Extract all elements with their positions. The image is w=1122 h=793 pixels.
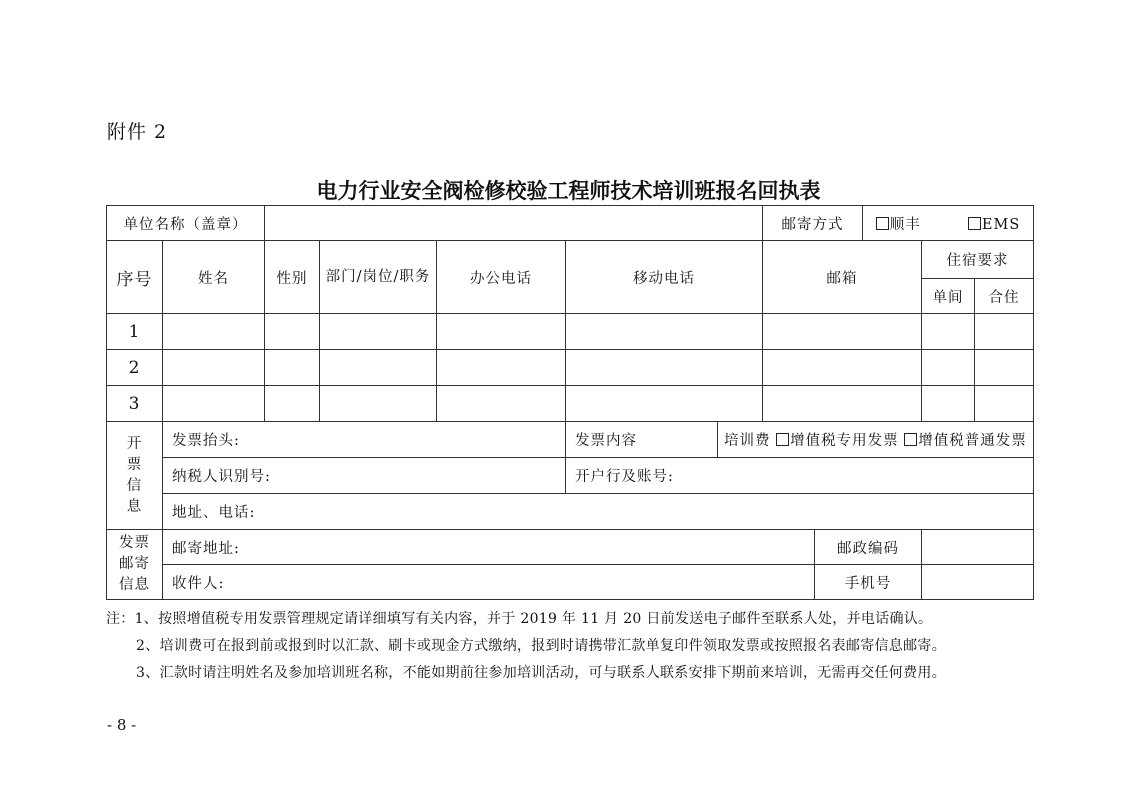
mobile-field[interactable] (922, 565, 1034, 600)
header-row (107, 241, 1034, 279)
note-2: 2、培训费可在报到前或报到时以汇款、刷卡或现金方式缴纳，报到时请携带汇款单复印件领取发票或按照报名表邮寄信息邮寄。 (136, 638, 947, 654)
gender-cell[interactable] (265, 350, 320, 386)
dept-cell[interactable] (320, 314, 437, 350)
email-cell[interactable] (763, 350, 922, 386)
shared-room-cell[interactable] (975, 350, 1034, 386)
vat-normal-option[interactable] (904, 433, 1027, 449)
gender-cell[interactable] (265, 314, 320, 350)
shared-room-cell[interactable] (975, 314, 1034, 350)
bank-account-field[interactable]: 开户行及账号: (566, 458, 1034, 494)
invoice-content-label: 发票内容 (566, 422, 718, 458)
gender-header: 性别 (265, 241, 320, 314)
taxpayer-row (107, 458, 1034, 494)
name-header: 姓名 (163, 241, 265, 314)
note-1: 注：1、按照增值税专用发票管理规定请详细填写有关内容，并于 2019 年 11 月 20 日前发送电子邮件至联系人处，并电话确认。 (106, 611, 933, 627)
dept-cell[interactable] (320, 350, 437, 386)
unit-row (107, 206, 1034, 241)
postcode-field[interactable] (922, 530, 1034, 565)
note-3: 3、汇款时请注明姓名及参加培训班名称，不能如期前往参加培训活动，可与联系人联系安排下期前来培训，无需再交任何费用。 (136, 665, 947, 681)
dept-cell[interactable] (320, 386, 437, 422)
single-room-header: 单间 (922, 279, 975, 314)
row-number: 3 (107, 386, 163, 422)
recipient-field[interactable]: 收件人: (163, 565, 815, 600)
invoice-title-field[interactable]: 发票抬头: (163, 422, 566, 458)
checkbox-icon (876, 217, 889, 230)
invoice-title-row (107, 422, 1034, 458)
office-phone-header: 办公电话 (437, 241, 566, 314)
notes (106, 606, 946, 687)
shared-room-cell[interactable] (975, 386, 1034, 422)
invoice-content-options (718, 422, 1034, 458)
mailing-address-field[interactable]: 邮寄地址: (163, 530, 815, 565)
row-number: 2 (107, 350, 163, 386)
checkbox-icon (776, 433, 789, 446)
vat-special-option[interactable] (776, 433, 899, 449)
email-cell[interactable] (763, 314, 922, 350)
invoice-content-prefix: 培训费 (724, 433, 771, 449)
name-cell[interactable] (163, 386, 265, 422)
office-phone-cell[interactable] (437, 314, 566, 350)
unit-name-field[interactable] (265, 206, 763, 241)
registration-form-table (106, 205, 1034, 600)
taxpayer-id-field[interactable]: 纳税人识别号: (163, 458, 566, 494)
sf-label: 顺丰 (889, 216, 921, 233)
name-cell[interactable] (163, 350, 265, 386)
single-room-cell[interactable] (922, 350, 975, 386)
vat-normal-label: 增值税普通发票 (918, 433, 1027, 449)
mobile-cell[interactable] (566, 386, 763, 422)
checkbox-icon (904, 433, 917, 446)
recipient-row (107, 565, 1034, 600)
address-phone-field[interactable]: 地址、电话: (163, 494, 1034, 530)
ems-label: EMS (981, 216, 1021, 233)
mailing-address-row (107, 530, 1034, 565)
mobile-label: 手机号 (815, 565, 922, 600)
table-row (107, 350, 1034, 386)
checkbox-icon (968, 217, 981, 230)
mobile-cell[interactable] (566, 350, 763, 386)
unit-name-label: 单位名称（盖章） (107, 206, 265, 241)
dept-header: 部门/岗位/职务 (320, 241, 437, 314)
row-number: 1 (107, 314, 163, 350)
form-title: 电力行业安全阀检修校验工程师技术培训班报名回执表 (316, 179, 821, 203)
single-room-cell[interactable] (922, 314, 975, 350)
table-row (107, 314, 1034, 350)
mailing-info-label: 发票邮寄信息 (107, 530, 163, 600)
single-room-cell[interactable] (922, 386, 975, 422)
table-row (107, 386, 1034, 422)
lodging-header: 住宿要求 (922, 241, 1034, 279)
sf-option[interactable] (876, 217, 921, 233)
ems-option[interactable] (968, 217, 1020, 233)
vat-special-label: 增值税专用发票 (790, 433, 899, 449)
mail-method-options (863, 206, 1034, 241)
email-cell[interactable] (763, 386, 922, 422)
address-row (107, 494, 1034, 530)
email-header: 邮箱 (763, 241, 922, 314)
page-number: - 8 - (107, 716, 137, 734)
mobile-header: 移动电话 (566, 241, 763, 314)
gender-cell[interactable] (265, 386, 320, 422)
seq-header: 序号 (107, 241, 163, 314)
shared-room-header: 合住 (975, 279, 1034, 314)
office-phone-cell[interactable] (437, 350, 566, 386)
mail-method-label: 邮寄方式 (763, 206, 863, 241)
invoice-info-label: 开票信息 (107, 422, 163, 530)
office-phone-cell[interactable] (437, 386, 566, 422)
attachment-label: 附件 2 (107, 121, 168, 143)
name-cell[interactable] (163, 314, 265, 350)
postcode-label: 邮政编码 (815, 530, 922, 565)
mobile-cell[interactable] (566, 314, 763, 350)
